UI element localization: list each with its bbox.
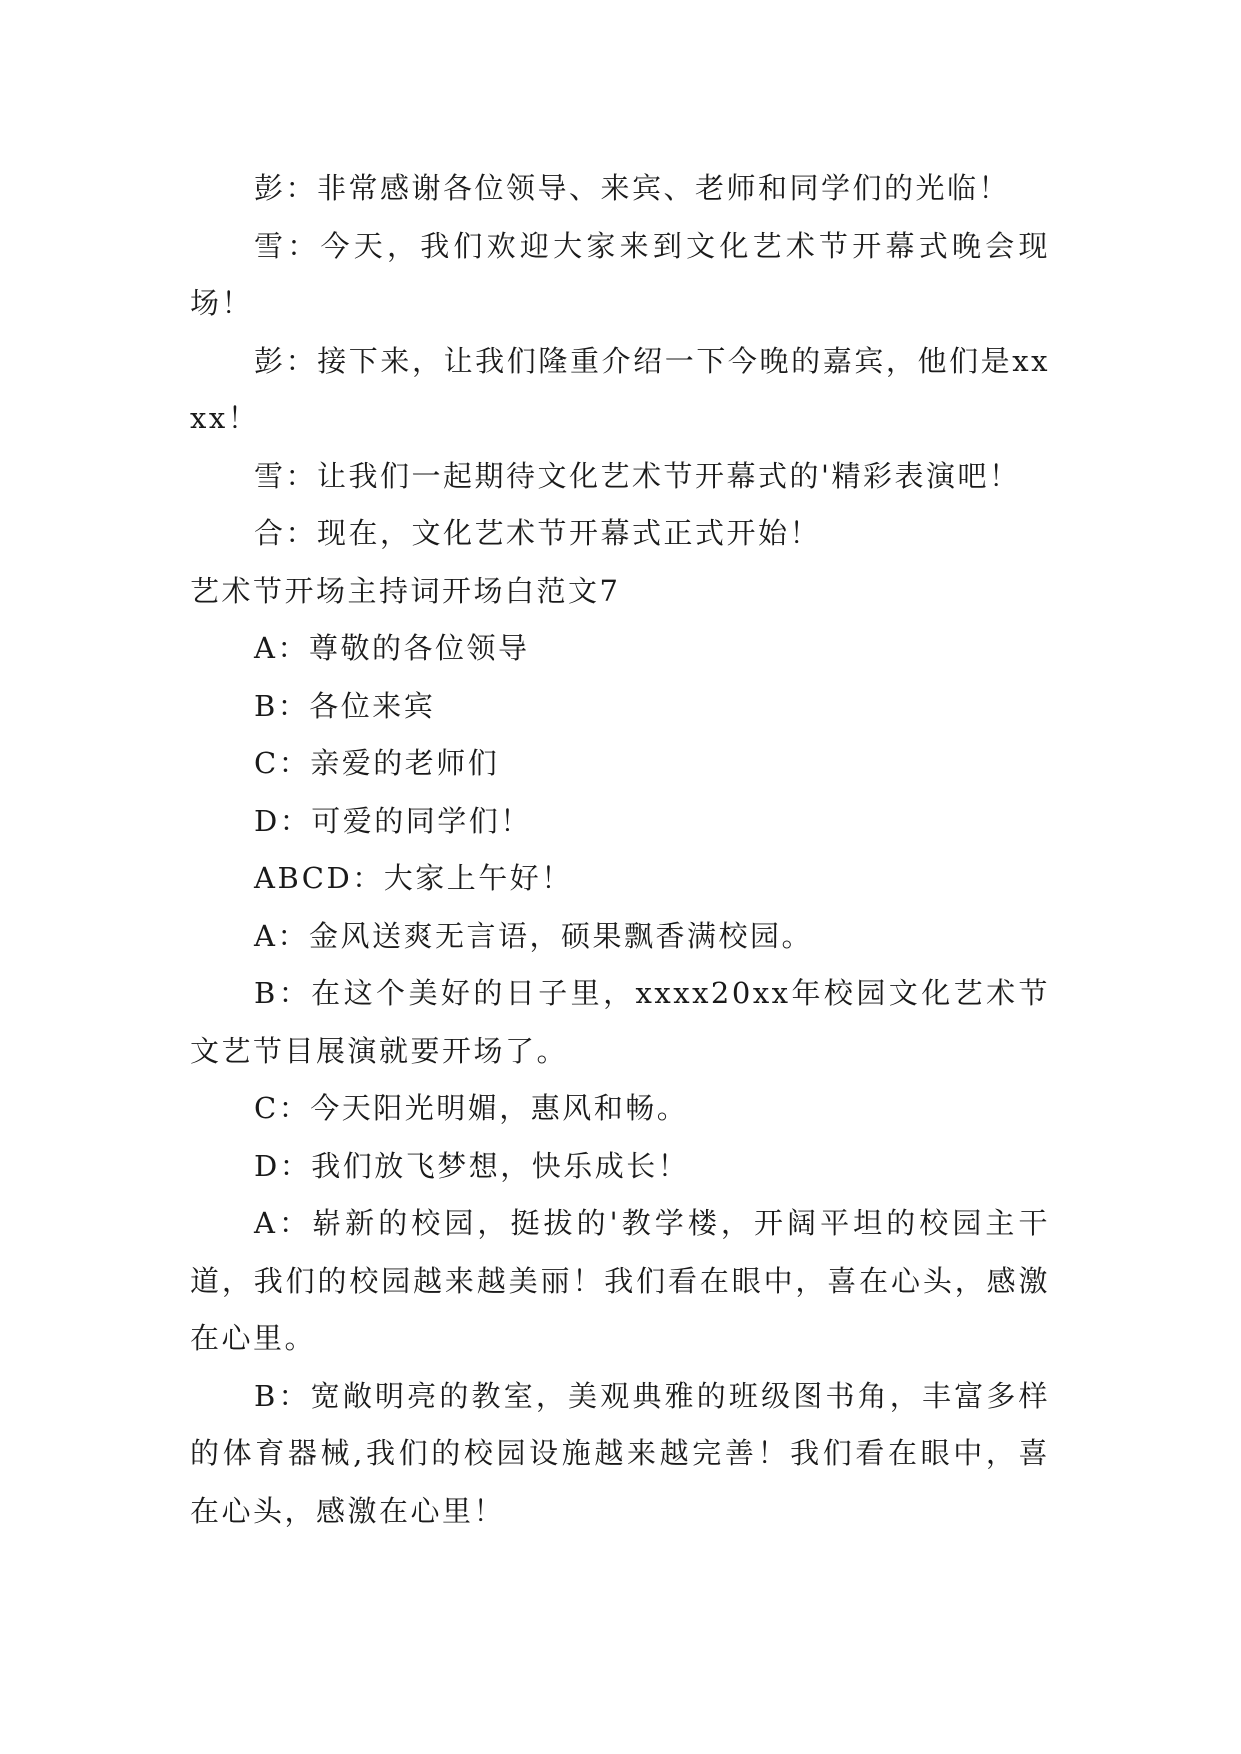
paragraph: B：在这个美好的日子里，xxxx20xx年校园文化艺术节文艺节目展演就要开场了。 bbox=[190, 976, 1050, 1068]
paragraph: D：我们放飞梦想，快乐成长！ bbox=[254, 1148, 690, 1183]
paragraph: C：亲爱的老师们 bbox=[254, 746, 500, 780]
paragraph: B：宽敞明亮的教室，美观典雅的班级图书角，丰富多样的体育器械,我们的校园设施越来越完善！我们看在眼中，喜在心头，感激在心里！ bbox=[190, 1378, 1050, 1528]
section-heading: 艺术节开场主持词开场白范文7 bbox=[190, 573, 621, 608]
paragraph: ABCD：大家上午好！ bbox=[254, 861, 573, 895]
paragraph: D：可爱的同学们！ bbox=[254, 803, 532, 838]
paragraph: 雪：让我们一起期待文化艺术节开幕式的'精彩表演吧！ bbox=[254, 458, 1021, 493]
paragraph: C：今天阳光明媚，惠风和畅。 bbox=[254, 1091, 689, 1125]
paragraph: B：各位来宾 bbox=[254, 688, 436, 723]
paragraph: 合：现在，文化艺术节开幕式正式开始！ bbox=[254, 516, 822, 550]
paragraph: 彭：非常感谢各位领导、来宾、老师和同学们的光临！ bbox=[254, 171, 1011, 205]
paragraph: 雪：今天，我们欢迎大家来到文化艺术节开幕式晚会现场！ bbox=[190, 228, 1050, 320]
paragraph: 彭：接下来，让我们隆重介绍一下今晚的嘉宾，他们是xxxx！ bbox=[190, 343, 1050, 435]
paragraph: A：崭新的校园，挺拔的'教学楼，开阔平坦的校园主干道，我们的校园越来越美丽！我们看在眼中，喜在心头，感激在心里。 bbox=[190, 1206, 1050, 1355]
paragraph: A：尊敬的各位领导 bbox=[254, 631, 530, 665]
document-body bbox=[190, 160, 1050, 1540]
paragraph: A：金风送爽无言语，硕果飘香满校园。 bbox=[254, 918, 813, 953]
